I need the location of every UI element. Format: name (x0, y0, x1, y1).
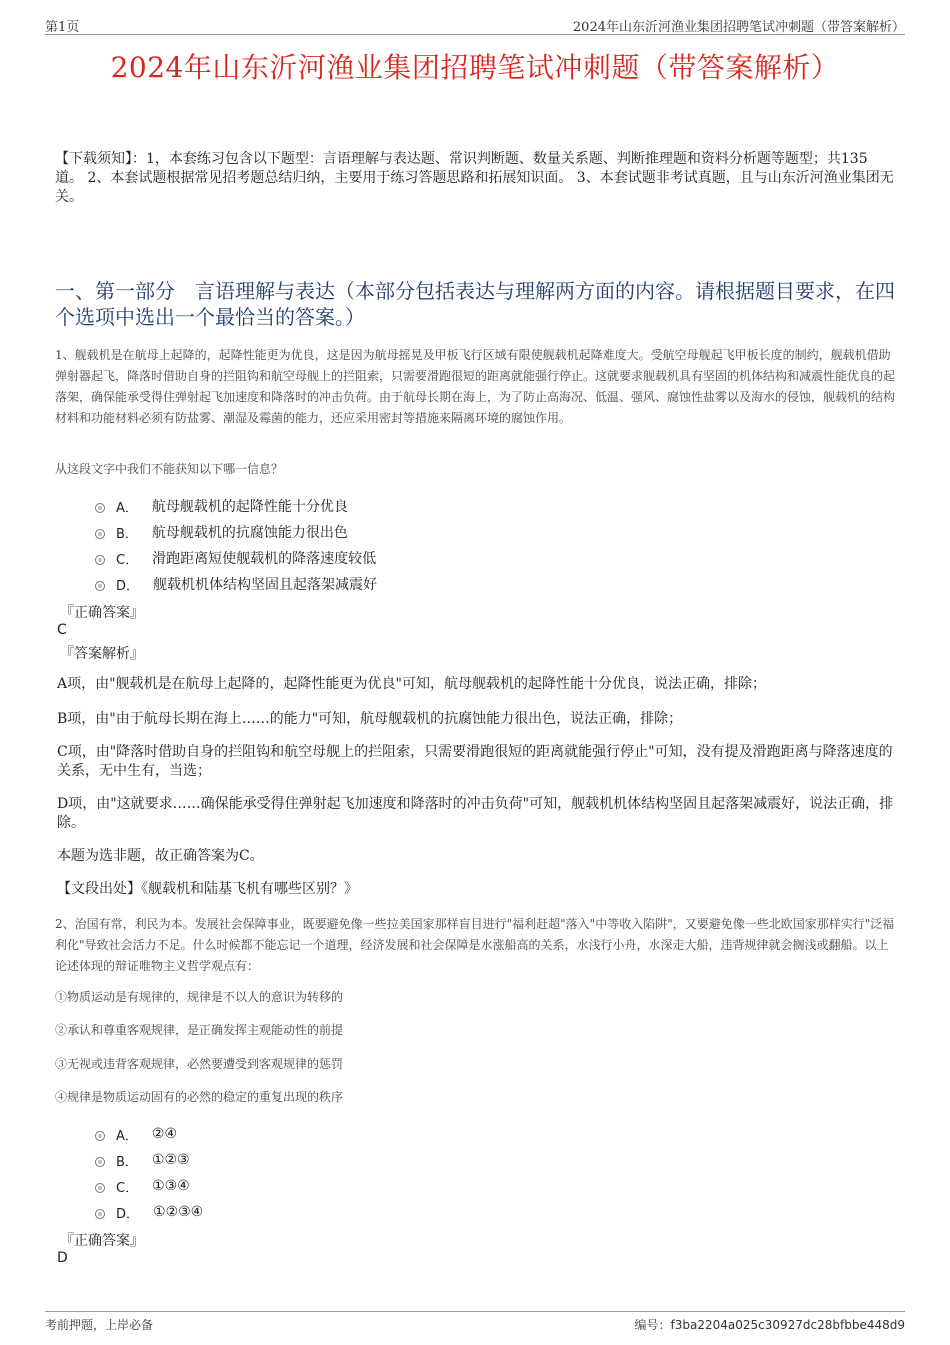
download-notice: 【下载须知】：1，本套练习包含以下题型：言语理解与表达题、常识判断题、数量关系题、判断推理题和资料分析题等题型；共135道。 2、本套试题根据常见招考题总结归纳，主要用于练习答题思路和拓展知识面。 3、本套试题非考试真题，且与山东沂河渔业集团无关。 (55, 151, 894, 205)
answer-label: 『正确答案』 (60, 1233, 144, 1249)
analysis-c: C项，由"降落时借助自身的拦阻钩和航空母舰上的拦阻索，只需要滑跑很短的距离就能强行停止"可知，没有提及滑跑距离与降落速度的关系，无中生有，当选； (57, 744, 893, 779)
option-b[interactable]: B． 航母舰载机的抗腐蚀能力很出色 (95, 519, 377, 545)
section-heading: 一、第一部分 言语理解与表达（本部分包括表达与理解两方面的内容。请根据题目要求，在四个选项中选出一个最恰当的答案。） (55, 279, 895, 329)
question-2-statement-4: ④规律是物质运动固有的必然的稳定的重复出现的秩序 (55, 1090, 344, 1104)
analysis-d: D项，由"这就要求……确保能承受得住弹射起飞加速度和降落时的冲击负荷"可知，舰载机机体结构坚固且起落架减震好，说法正确，排除。 (57, 796, 894, 831)
option-text: 舰载机机体结构坚固且起落架减震好 (153, 577, 378, 593)
page-footer (45, 1311, 905, 1334)
footer-slogan: 考前押题，上岸必备 (45, 1318, 154, 1332)
option-a[interactable]: A． 航母舰载机的起降性能十分优良 (95, 493, 377, 519)
radio-icon[interactable] (95, 1183, 105, 1193)
page-header (45, 14, 905, 35)
option-d[interactable]: D． ①②③④ (95, 1199, 203, 1225)
option-d[interactable]: D． 舰载机机体结构坚固且起落架减震好 (95, 571, 377, 597)
question-1-text: 1、舰载机是在航母上起降的，起降性能更为优良，这是因为航母摇晃及甲板飞行区域有限使舰载机起降难度大。受航空母舰起飞甲板长度的制约，舰载机借助弹射器起飞，降落时借助自身的拦阻钩和航空母舰上的拦阻索，只需要滑跑很短的距离就能强行停止。这就要求舰载机具有坚固的机体结构和减震性能优良的起落架，确保能承受得住弹射起飞加速度和降落时的冲击负荷。由于航母长期在海上，为了防止高海况、低温、强风、腐蚀性盐雾以及海水的侵蚀，舰载机的结构材料和功能材料必须有防盐雾、潮湿及霉菌的能力，还应采用密封等措施来隔离环境的腐蚀作用。 (55, 348, 896, 425)
option-text: ①③④ (152, 1178, 190, 1194)
option-a[interactable]: A． ②④ (95, 1121, 203, 1147)
radio-icon[interactable] (95, 581, 105, 591)
analysis-source: 【文段出处】《舰载机和陆基飞机有哪些区别？》 (57, 881, 358, 897)
option-text: ①②③ (151, 1152, 190, 1168)
option-text: ②④ (151, 1126, 178, 1142)
question-2-text: 2、治国有常，利民为本。发展社会保障事业，既要避免像一些拉美国家那样盲目进行"福利赶超"落入"中等收入陷阱"，又要避免像一些北欧国家那样实行"泛福利化"导致社会活力不足。什么时候都不能忘记一个道理，经济发展和社会保障是水涨船高的关系，水浅行小舟，水深走大船，违背规律就会搁浅或翻船。以上论述体现的辩证唯物主义哲学观点有： (55, 917, 895, 973)
answer-value: D (57, 1250, 68, 1266)
radio-icon[interactable] (95, 555, 105, 565)
question-2-statement-1: ①物质运动是有规律的，规律是不以人的意识为转移的 (55, 990, 344, 1004)
option-text: 航母舰载机的抗腐蚀能力很出色 (151, 525, 348, 541)
radio-icon[interactable] (95, 529, 105, 539)
option-c[interactable]: C． ①③④ (95, 1173, 203, 1199)
analysis-b: B项，由"由于航母长期在海上……的能力"可知，航母舰载机的抗腐蚀能力很出色，说法正确，排除； (57, 711, 683, 727)
footer-code: 编号：f3ba2204a025c30927dc28bfbbe448d9 (634, 1318, 905, 1332)
analysis-label: 『答案解析』 (60, 646, 144, 662)
analysis-a: A项，由"舰载机是在航母上起降的，起降性能更为优良"可知，航母舰载机的起降性能十分优良，说法正确，排除； (57, 676, 766, 692)
answer-value: C (57, 622, 67, 638)
option-text: ①②③④ (153, 1204, 204, 1220)
option-text: 航母舰载机的起降性能十分优良 (151, 499, 348, 515)
question-1-options (95, 493, 377, 597)
radio-icon[interactable] (95, 1209, 105, 1219)
header-doc-title: 2024年山东沂河渔业集团招聘笔试冲刺题（带答案解析） (572, 20, 905, 35)
page-number: 第1页 (45, 20, 80, 35)
radio-icon[interactable] (95, 503, 105, 513)
question-1-prompt: 从这段文字中我们不能获知以下哪一信息？ (55, 462, 284, 476)
analysis-conclusion: 本题为选非题，故正确答案为C。 (57, 848, 264, 864)
question-2-statement-2: ②承认和尊重客观规律，是正确发挥主观能动性的前提 (55, 1023, 344, 1037)
page-title: 2024年山东沂河渔业集团招聘笔试冲刺题（带答案解析） (110, 51, 840, 84)
question-2-statement-3: ③无视或违背客观规律，必然要遭受到客观规律的惩罚 (55, 1057, 344, 1071)
question-2-options (95, 1121, 203, 1225)
option-text: 滑跑距离短使舰载机的降落速度较低 (152, 551, 377, 567)
option-c[interactable]: C． 滑跑距离短使舰载机的降落速度较低 (95, 545, 377, 571)
answer-label: 『正确答案』 (60, 605, 144, 621)
radio-icon[interactable] (95, 1131, 105, 1141)
option-b[interactable]: B． ①②③ (95, 1147, 203, 1173)
radio-icon[interactable] (95, 1157, 105, 1167)
